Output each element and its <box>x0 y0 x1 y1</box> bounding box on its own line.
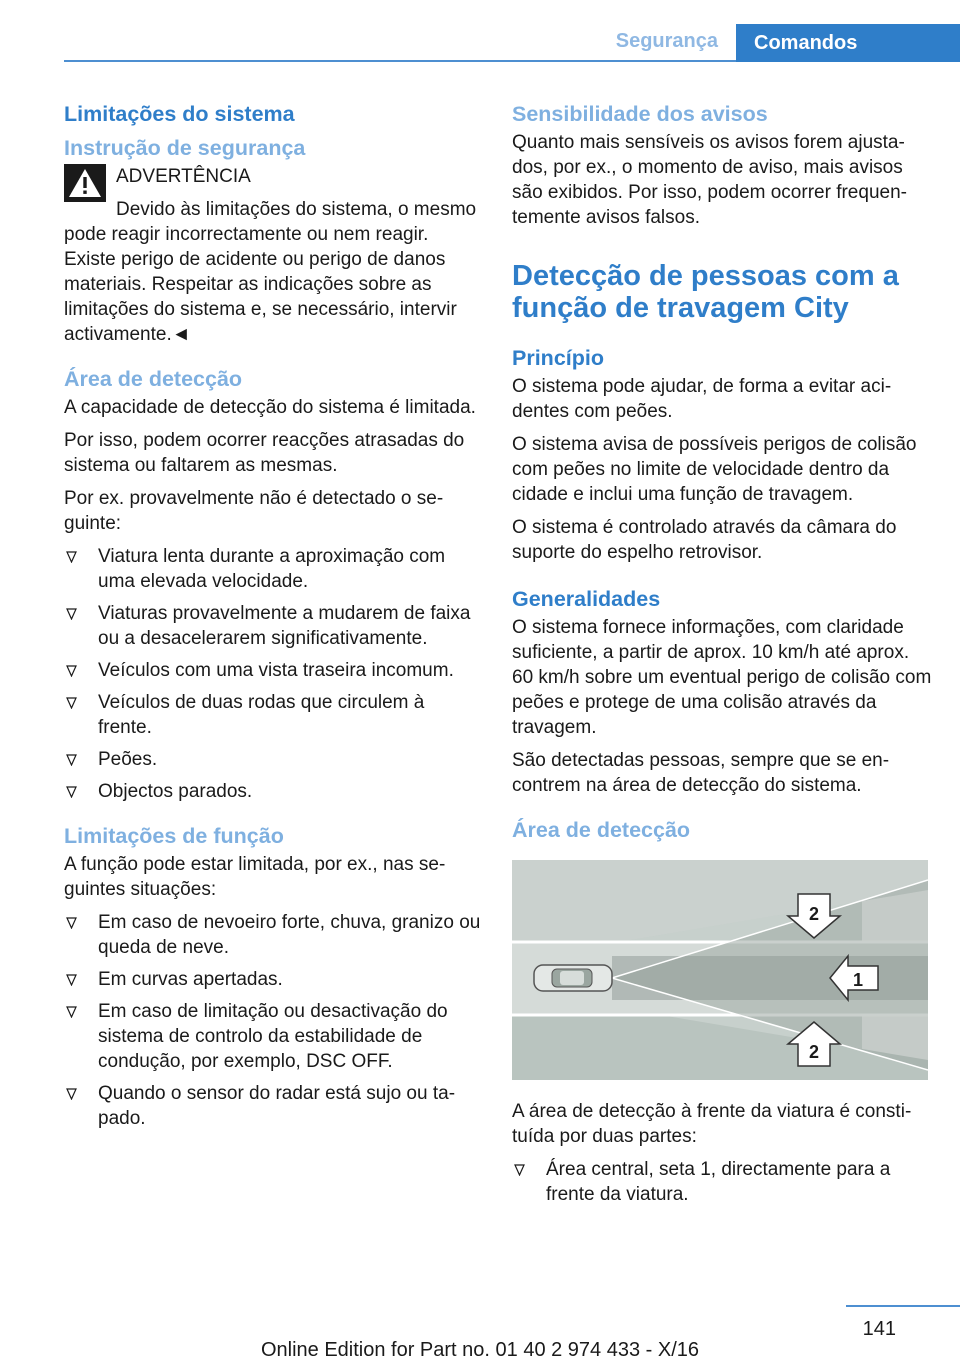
area-list <box>512 1157 932 1207</box>
heading-general: Generalidades <box>512 587 661 611</box>
detection-area-figure <box>512 860 928 1080</box>
warning-text: Devido às limitações do sistema, o mesmo pode reagir incorrectamente ou nem reagir. Existe perigo de acidente ou perigo de danos materiais. Respeitar as indicações sobre as limitações do sistema e, se necessário, intervir activamente.◄ <box>64 199 477 345</box>
section-tab-comandos[interactable]: Comandos <box>736 24 960 62</box>
heading-system-limitations: Limitações do sistema <box>64 102 295 126</box>
list-item: Quando o sensor do radar está sujo ou tapado. <box>64 1081 482 1131</box>
list-item: Em curvas apertadas. <box>64 967 482 992</box>
bullet-triangle-icon <box>66 1088 77 1100</box>
warning-title: ADVERTÊNCIA <box>116 166 251 187</box>
detection-list <box>64 544 482 804</box>
list-item: Em caso de nevoeiro forte, chuva, granizo ou queda de neve. <box>64 910 482 960</box>
warning-block <box>64 164 482 347</box>
paragraph: A capacidade de detecção do sistema é limitada. <box>64 397 476 418</box>
list-item: Viaturas provavelmente a mudarem de faixa ou a desacelerarem significativamente. <box>64 601 482 651</box>
warning-icon <box>64 164 106 202</box>
paragraph: O sistema pode ajudar, de forma a evitar acidentes com peões. <box>512 376 892 422</box>
heading-function-limitations: Limitações de função <box>64 824 284 848</box>
bullet-triangle-icon <box>66 608 77 620</box>
bullet-triangle-icon <box>66 1006 77 1018</box>
page-number: 141 <box>862 1318 896 1340</box>
list-item: Viatura lenta durante a aproximação com uma elevada velocidade. <box>64 544 482 594</box>
bullet-triangle-icon <box>66 786 77 798</box>
list-item: Peões. <box>64 747 482 772</box>
left-column <box>64 100 482 1138</box>
bullet-triangle-icon <box>514 1164 525 1176</box>
bullet-triangle-icon <box>66 754 77 766</box>
heading-principle: Princípio <box>512 346 604 370</box>
heading-detection-area-right: Área de detecção <box>512 818 691 842</box>
right-column <box>512 100 932 1214</box>
car-icon <box>534 965 612 991</box>
list-item: Área central, seta 1, directamente para a frente da viatura. <box>512 1157 932 1207</box>
heading-detection-area: Área de detecção <box>64 367 243 391</box>
edition-note: Online Edition for Part no. 01 40 2 974 433 - X/16 <box>260 1339 700 1361</box>
bullet-triangle-icon <box>66 974 77 986</box>
header-rule <box>64 60 800 62</box>
list-item: Veículos com uma vista traseira incomum. <box>64 658 482 683</box>
heading-safety-instruction: Instrução de segurança <box>64 136 306 160</box>
paragraph: Por ex. provavelmente não é detectado o seguinte: <box>64 488 444 534</box>
heading-warning-sensitivity: Sensibilidade dos avisos <box>512 102 768 126</box>
paragraph: São detectadas pessoas, sempre que se encontrem na área de detecção do sistema. <box>512 750 890 796</box>
paragraph: Por isso, podem ocorrer reacções atrasadas do sistema ou faltarem as mesmas. <box>64 430 465 476</box>
arrow-1-label: 1 <box>852 970 864 990</box>
paragraph: Quanto mais sensíveis os avisos forem ajustados, por ex., o momento de aviso, mais avisos são exibidos. Por isso, podem ocorrer frequentemente avisos falsos. <box>512 132 907 228</box>
footer-rule <box>846 1305 960 1307</box>
paragraph: O sistema fornece informações, com claridade suficiente, a partir de aprox. 10 km/h até aprox. 60 km/h sobre um eventual perigo de colisão com peões e protege de uma colisão através da travagem. <box>512 617 932 738</box>
list-item: Objectos parados. <box>64 779 482 804</box>
paragraph: O sistema avisa de possíveis perigos de colisão com peões no limite de velocidade dentro da cidade e inclui uma função de travagem. <box>512 434 917 505</box>
section-tab-seguranca[interactable]: Segurança <box>615 30 718 52</box>
bullet-triangle-icon <box>66 551 77 563</box>
arrow-2-bottom-label: 2 <box>808 1042 820 1062</box>
list-item: Em caso de limitação ou desactivação do sistema de controlo da estabilidade de condução, por exemplo, DSC OFF. <box>64 999 482 1074</box>
bullet-triangle-icon <box>66 917 77 929</box>
paragraph: A função pode estar limitada, por ex., nas seguintes situações: <box>64 854 446 900</box>
arrow-2-top-label: 2 <box>808 904 820 924</box>
bullet-triangle-icon <box>66 697 77 709</box>
function-list <box>64 910 482 1131</box>
paragraph: O sistema é controlado através da câmara do suporte do espelho retrovisor. <box>512 517 897 563</box>
heading-pedestrian-detection: Detecção de pessoas com a função de travagem City <box>512 260 899 324</box>
page-header <box>64 24 960 62</box>
list-item: Veículos de duas rodas que circulem à frente. <box>64 690 482 740</box>
bullet-triangle-icon <box>66 665 77 677</box>
paragraph: A área de detecção à frente da viatura é constituída por duas partes: <box>512 1101 912 1147</box>
